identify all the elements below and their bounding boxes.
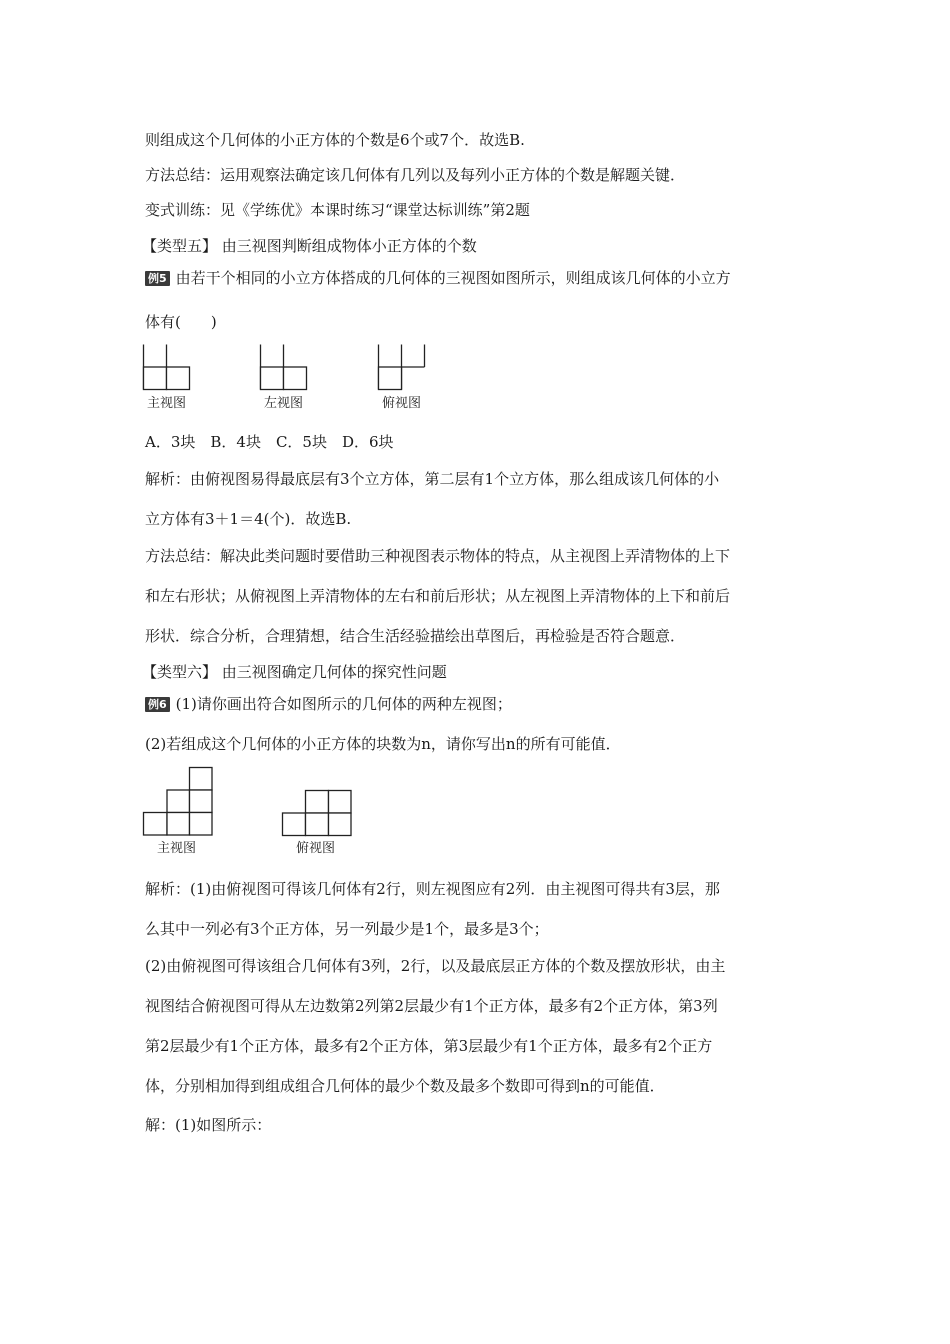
- paragraph-method-summary: 方法总结：运用观察法确定该几何体有几列以及每列小正方体的个数是解题关键．: [145, 166, 686, 184]
- example6-question-1: [145, 694, 512, 714]
- example6-analysis-line-4: 视图结合俯视图可得从左边数第2列第2层最少有1个正方体，最多有2个正方体，第3列: [145, 997, 718, 1015]
- example6-main-view-figure: [143, 767, 215, 837]
- example6-main-view-caption: 主视图: [157, 841, 197, 856]
- example5-question-continued: 体有( ): [145, 313, 217, 331]
- example5-left-view-caption: 左视图: [264, 396, 304, 411]
- example6-top-view-caption: 俯视图: [296, 841, 336, 856]
- type6-heading: 【类型六】 由三视图确定几何体的探究性问题: [142, 663, 447, 681]
- example5-analysis-line-1: 解析：由俯视图易得最底层有3个立方体，第二层有1个立方体，那么组成该几何体的小: [145, 470, 720, 488]
- example6-analysis-line-5: 第2层最少有1个正方体，最多有2个正方体，第3层最少有1个正方体，最多有2个正方: [145, 1037, 713, 1055]
- paragraph-conclusion: 则组成这个几何体的小正方体的个数是6个或7个．故选B.: [145, 131, 525, 149]
- example6-main-view-drawing: [143, 767, 215, 837]
- example5-main-view-caption: 主视图: [147, 396, 187, 411]
- example5-question: [145, 268, 731, 288]
- example5-summary-line-3: 形状．综合分析，合理猜想，结合生活经验描绘出草图后，再检验是否符合题意．: [145, 627, 686, 645]
- paragraph-practice-reference: 变式训练：见《学练优》本课时练习“课堂达标训练”第2题: [145, 201, 530, 219]
- example6-top-view-figure: [282, 790, 354, 838]
- type5-heading: 【类型五】 由三视图判断组成物体小正方体的个数: [142, 237, 477, 255]
- example5-main-view-figure: [143, 344, 191, 390]
- example5-analysis-line-2: 立方体有3＋1＝4(个)．故选B.: [145, 510, 352, 528]
- example6-analysis-line-6: 体，分别相加得到组成组合几何体的最少个数及最多个数即可得到n的可能值．: [145, 1077, 665, 1095]
- example5-left-view-drawing: [260, 344, 308, 390]
- example6-analysis-line-2: 么其中一列必有3个正方体，另一列最少是1个，最多是3个；: [145, 920, 549, 938]
- example6-solution: 解：(1)如图所示：: [145, 1116, 272, 1134]
- example5-main-view-drawing: [143, 344, 191, 390]
- example5-top-view-caption: 俯视图: [382, 396, 422, 411]
- example6-question-2: (2)若组成这个几何体的小正方体的块数为n，请你写出n的所有可能值．: [145, 735, 621, 753]
- example5-left-view-figure: [260, 344, 308, 390]
- example6-top-view-drawing: [282, 790, 354, 838]
- example5-badge: 例5: [145, 271, 170, 286]
- example6-analysis-line-3: (2)由俯视图可得该组合几何体有3列，2行，以及最底层正方体的个数及摆放形状，由主: [145, 957, 726, 975]
- example5-options: A．3块 B．4块 C．5块 D．6块: [145, 433, 394, 451]
- example5-summary-line-1: 方法总结：解决此类问题时要借助三种视图表示物体的特点，从主视图上弄清物体的上下: [145, 547, 731, 565]
- example5-summary-line-2: 和左右形状；从俯视图上弄清物体的左右和前后形状；从左视图上弄清物体的上下和前后: [145, 587, 731, 605]
- example5-top-view-drawing: [378, 344, 426, 390]
- example6-question-1-text: (1)请你画出符合如图所示的几何体的两种左视图；: [175, 695, 512, 713]
- example6-analysis-line-1: 解析：(1)由俯视图可得该几何体有2行，则左视图应有2列．由主视图可得共有3层，那: [145, 880, 720, 898]
- example6-badge: 例6: [145, 697, 170, 712]
- example5-top-view-figure: [378, 344, 426, 390]
- example5-text: 由若干个相同的小立方体搭成的几何体的三视图如图所示，则组成该几何体的小立方: [175, 269, 731, 287]
